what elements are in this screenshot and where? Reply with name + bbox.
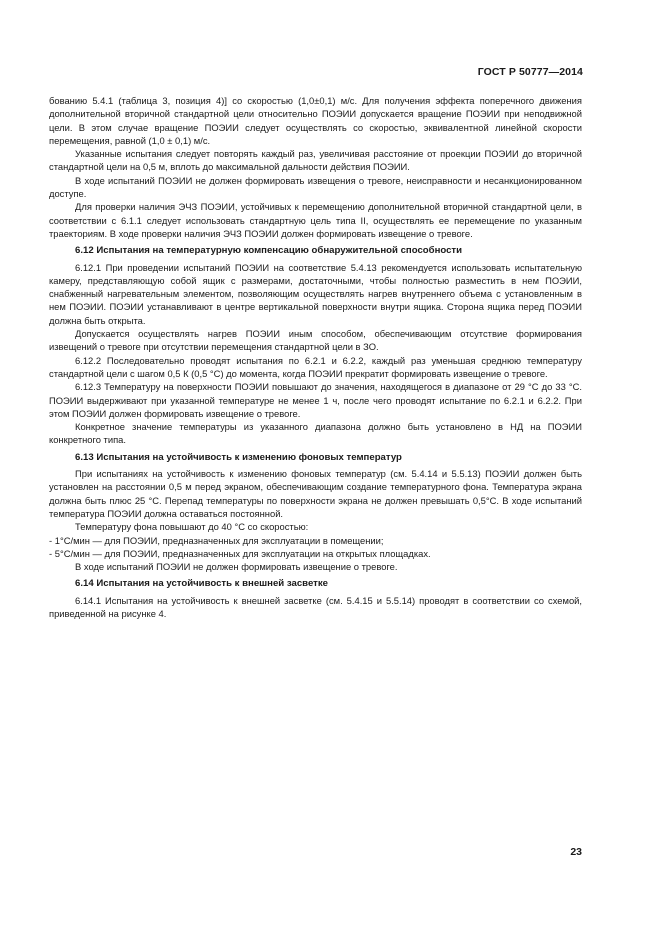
section-heading-6-14: 6.14 Испытания на устойчивость к внешней засветке [75,578,328,590]
list-item: - 1°С/мин — для ПОЭИИ, предназначенных для эксплуатации в помещении; [49,534,384,546]
paragraph: 6.14.1 Испытания на устойчивость к внешней засветке (см. 5.4.15 и 5.5.14) проводят в соответствии со схемой, приведенной на рисунке 4. [49,594,582,619]
paragraph: бованию 5.4.1 (таблица 3, позиция 4)] со скоростью (1,0±0,1) м/с. Для получения эффекта поперечного движения дополнительной вторичной стандартной цели относительно ПОЭИИ допускается вращение ПОЭИИ при неподвижной цели. В этом случае вращение ПОЭИИ следует осуществлять со скоростью, эквивалентной линейной скорости перемещения, равной (1,0 ± 0,1) м/с. [49,95,582,146]
paragraph: В ходе испытаний ПОЭИИ не должен формировать извещение о тревоге. [75,561,398,573]
paragraph: В ходе испытаний ПОЭИИ не должен формировать извещения о тревоге, неисправности и несанкционированном доступе. [49,174,582,200]
paragraph: 6.12.3 Температуру на поверхности ПОЭИИ повышают до значения, находящегося в диапазоне от 29 °С до 33 °С. ПОЭИИ выдерживают при указанной температуре не менее 1 ч, после чего проводят испытание по 6.2.1 и 6.2.2. При этом ПОЭИИ должен формировать извещение о тревоге. [49,381,582,419]
document-body [49,94,582,620]
section-heading-6-12: 6.12 Испытания на температурную компенсацию обнаружительной способности [75,245,463,257]
paragraph: Указанные испытания следует повторять каждый раз, увеличивая расстояние от проекции ПОЭИИ до вторичной стандартной цели на 0,5 м, вплоть до максимальной дальности действия ПОЭИИ. [49,148,582,173]
list-item: - 5°С/мин — для ПОЭИИ, предназначенных для эксплуатации на открытых площадках. [49,547,431,559]
paragraph: Для проверки наличия ЭЧЗ ПОЭИИ, устойчивых к перемещению дополнительной вторичной стандартной цели, в соответствии с 6.1.1 следует использовать стандартную цель типа II, осуществлять ее перемещение по указанным траекториям. В ходе проверки наличия ЭЧЗ ПОЭИИ должен формировать извещение о тревоге. [49,201,582,239]
document-id-header: ГОСТ Р 50777—2014 [477,66,583,78]
section-heading-6-13: 6.13 Испытания на устойчивость к изменению фоновых температур [75,451,402,463]
paragraph: 6.12.1 При проведении испытаний ПОЭИИ на соответствие 5.4.13 рекомендуется использовать испытательную камеру, представляющую собой ящик с размерами, достаточными, чтобы полностью разместить в нем ПОЭИИ, снабженный нагревательным элементом, позволяющим осуществлять нагрев внутреннего объема с установленным в нем ПОЭИИ. ПОЭИИ устанавливают в центре вертикальной поверхности внутри ящика. Сторона ящика перед ПОЭИИ должна быть открыта. [49,261,582,326]
paragraph: Конкретное значение температуры из указанного диапазона должно быть установлено в НД на ПОЭИИ конкретного типа. [49,421,582,446]
paragraph: 6.12.2 Последовательно проводят испытания по 6.2.1 и 6.2.2, каждый раз уменьшая среднюю температуру стандартной цели с шагом 0,5 К (0,5 °С) до момента, когда ПОЭИИ прекратит формировать извещение о тревоге. [49,354,582,379]
paragraph: Допускается осуществлять нагрев ПОЭИИ иным способом, обеспечивающим отсутствие формирования извещений о тревоге при отсутствии перемещения стандартной цели в ЗО. [49,328,582,353]
paragraph: Температуру фона повышают до 40 °С со скоростью: [75,521,309,533]
paragraph: При испытаниях на устойчивость к изменению фоновых температур (см. 5.4.14 и 5.5.13) ПОЭИИ должен быть установлен на расстоянии 0,5 м перед экраном, обеспечивающим создание температурного фона. Температура экрана должна быть плюс 25 °С. Перепад температуры по поверхности экрана не должен превышать 0,5°С. В ходе испытаний температура ПОЭИИ должна оставаться постоянной. [49,468,582,519]
page-number: 23 [570,846,582,858]
